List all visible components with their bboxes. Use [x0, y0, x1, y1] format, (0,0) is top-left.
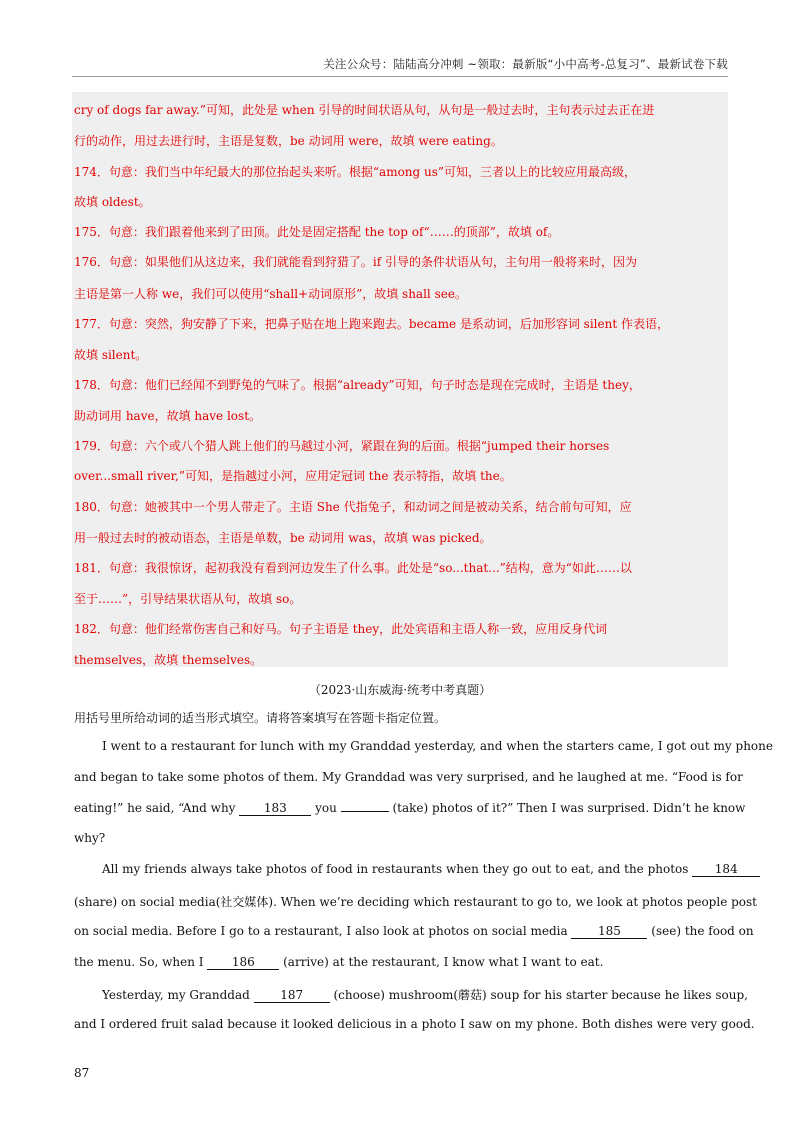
passage-text: the menu. So, when I — [74, 955, 208, 969]
answer-line: 180．句意：她被其中一个男人带走了。主语 She 代指兔子，和动词之间是被动关系，结合前句可知，应 — [74, 500, 632, 514]
answer-line: 177．句意：突然，狗安静了下来，把鼻子贴在地上跑来跑去。became 是系动词，后加形容词 silent 作表语， — [74, 317, 669, 331]
answer-line: 行的动作，用过去进行时，主语是复数，be 动词用 were，故填 were eating。 — [74, 134, 503, 148]
header-divider — [72, 76, 728, 77]
blank-185[interactable]: 185 — [571, 925, 647, 939]
answer-line: 174．句意：我们当中年纪最大的那位抬起头来听。根据“among us”可知，三者以上的比较应用最高级， — [74, 165, 637, 179]
passage-text: (see) the food on — [647, 924, 754, 938]
passage-line — [102, 986, 748, 1003]
answer-line: 故填 oldest。 — [74, 195, 151, 209]
passage-text: Yesterday, my Granddad — [102, 988, 254, 1002]
answer-line: 主语是第一人称 we，我们可以使用“shall+动词原形”，故填 shall see。 — [74, 287, 467, 301]
passage-line — [74, 955, 728, 970]
answer-line: 178．句意：他们已经闻不到野兔的气味了。根据“already”可知，句子时态是现在完成时，主语是 they， — [74, 378, 641, 392]
passage-line: (share) on social media(社交媒体). When we’re deciding which restaurant to go to, we look at photos people post — [74, 895, 758, 909]
answer-line: themselves，故填 themselves。 — [74, 653, 263, 667]
page-header: 关注公众号：陆陆高分冲刺 ~领取：最新版“小中高考-总复习”、最新试卷下载 — [323, 57, 728, 71]
passage-text: All my friends always take photos of food in restaurants when they go out to eat, and the photos — [102, 862, 693, 876]
passage-text: (take) photos of it?” Then I was surprised. Didn’t he know — [388, 801, 746, 815]
answer-line: 181．句意：我很惊讶，起初我没有看到河边发生了什么事。此处是“so...that...”结构，意为“如此……以 — [74, 561, 632, 575]
passage-text: (arrive) at the restaurant, I know what I want to eat. — [279, 955, 604, 969]
passage-text: eating!” he said, “And why — [74, 801, 240, 815]
passage-line: and I ordered fruit salad because it looked delicious in a photo I saw on my phone. Both dishes were very good. — [74, 1017, 755, 1031]
answer-line: 175．句意：我们跟着他来到了田顶。此处是固定搭配 the top of“……的顶部”，故填 of。 — [74, 225, 560, 239]
passage-line — [102, 862, 738, 877]
passage-line — [74, 924, 754, 939]
answer-line: 176．句意：如果他们从这边来，我们就能看到狩猎了。if 引导的条件状语从句，主句用一般将来时，因为 — [74, 255, 638, 269]
blank-187[interactable]: 187 — [254, 989, 330, 1003]
passage-text: on social media. Before I go to a restaurant, I also look at photos on social media — [74, 924, 572, 938]
page-number: 87 — [74, 1066, 90, 1080]
exam-source: （2023·山东威海·统考中考真题） — [308, 683, 492, 697]
answer-line: 182．句意：他们经常伤害自己和好马。句子主语是 they，此处宾语和主语人称一致，应用反身代词 — [74, 622, 608, 636]
passage-line: why? — [74, 831, 106, 845]
blank-183-verb[interactable] — [341, 811, 389, 812]
passage-text: you — [311, 801, 341, 815]
passage-line — [74, 801, 746, 816]
answer-line: 至于……”，引导结果状语从句，故填 so。 — [74, 592, 302, 606]
answer-line: cry of dogs far away.”可知，此处是 when 引导的时间状语从句，从句是一般过去时，主句表示过去正在进 — [74, 103, 655, 117]
answer-line: 故填 silent。 — [74, 348, 148, 362]
blank-183[interactable]: 183 — [239, 802, 311, 816]
answer-line: 用一般过去时的被动语态，主语是单数，be 动词用 was，故填 was picked。 — [74, 531, 492, 545]
blank-184[interactable]: 184 — [692, 863, 760, 877]
answer-line: over...small river,”可知，是指越过小河，应用定冠词 the 表示特指，故填 the。 — [74, 469, 512, 483]
blank-186[interactable]: 186 — [207, 956, 279, 970]
question-instruction: 用括号里所给动词的适当形式填空。请将答案填写在答题卡指定位置。 — [74, 711, 447, 725]
passage-line: and began to take some photos of them. My Granddad was very surprised, and he laughed at me. “Food is for — [74, 770, 743, 784]
answer-line: 179．句意：六个或八个猎人跳上他们的马越过小河，紧跟在狗的后面。根据“jumped their horses — [74, 439, 610, 453]
passage-text: (choose) mushroom(蘑菇) soup for his starter because he likes soup, — [329, 988, 748, 1002]
passage-line: I went to a restaurant for lunch with my Granddad yesterday, and when the starters came, I got out my phone — [102, 739, 773, 753]
answer-line: 助动词用 have，故填 have lost。 — [74, 409, 262, 423]
